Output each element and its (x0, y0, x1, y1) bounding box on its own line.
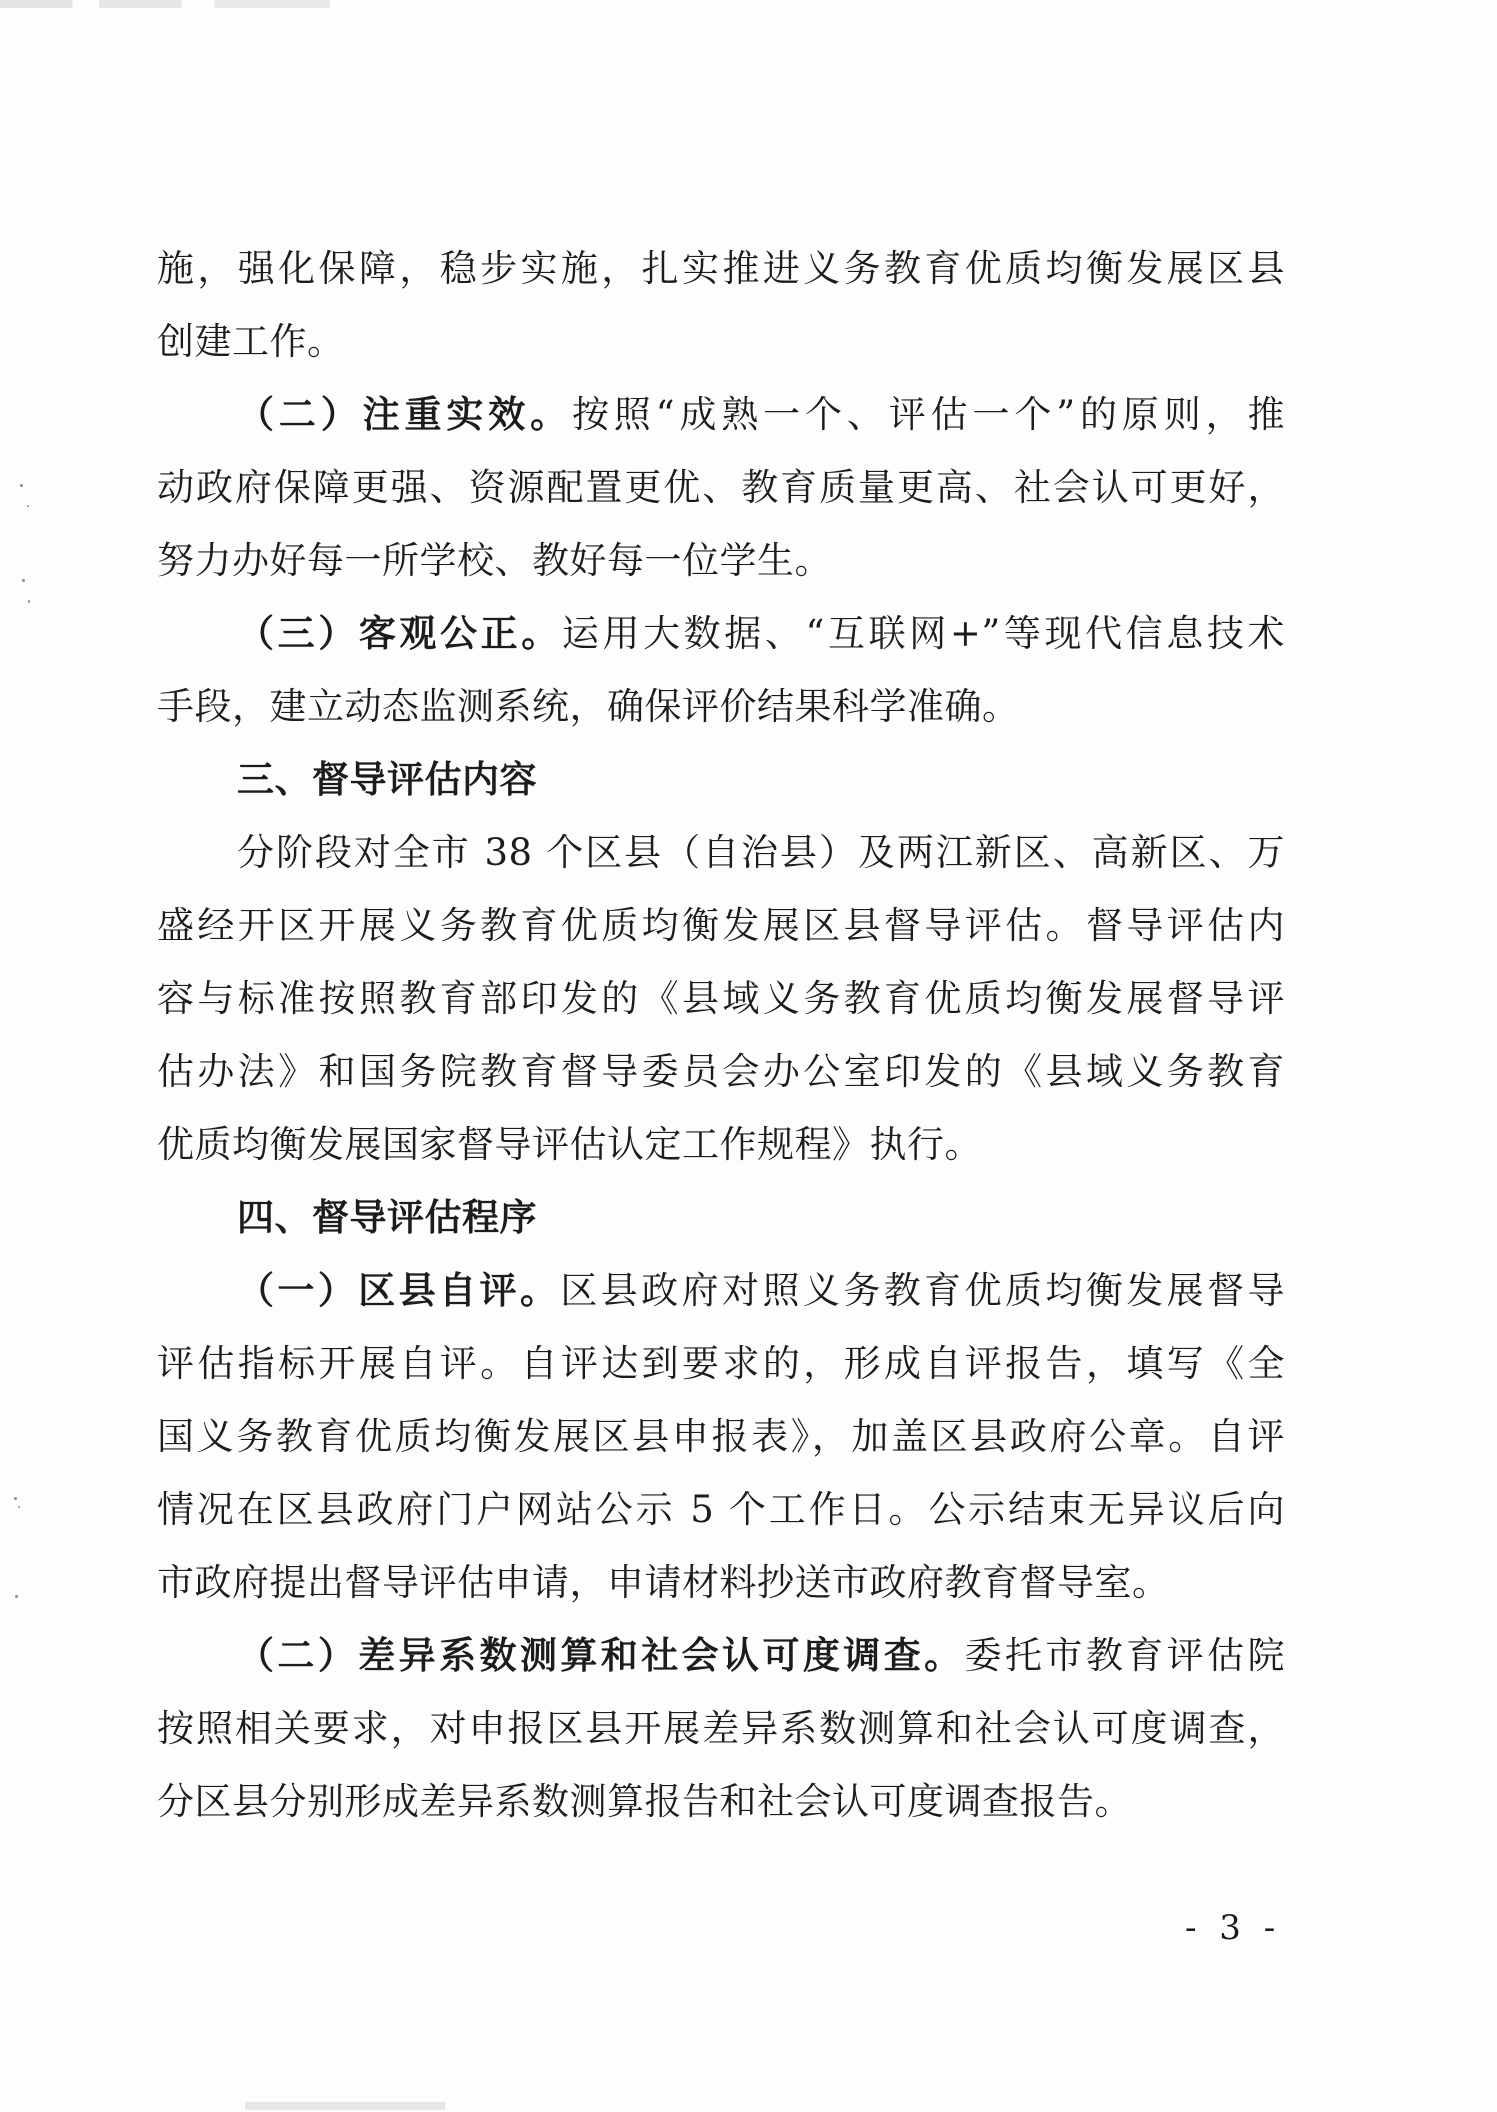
paragraph-line-item-3 (157, 597, 1285, 670)
page-number: - 3 - (1185, 1908, 1282, 1948)
scan-speck (15, 1595, 18, 1598)
paragraph-line: 估办法》和国务院教育督导委员会办公室印发的《县域义务教育 (157, 1050, 1285, 1093)
section-heading-3: 三、督导评估内容 (237, 758, 537, 801)
paragraph-rest: 区县政府对照义务教育优质均衡发展督导 (560, 1269, 1286, 1312)
paragraph-line: 情况在区县政府门户网站公示 5 个工作日。公示结束无异议后向 (157, 1488, 1285, 1531)
paragraph-rest: 运用大数据、“互联网+”等现代信息技术 (561, 612, 1285, 655)
paragraph-line-item-2b (157, 1619, 1285, 1692)
bold-lead: （二）注重实效。 (237, 392, 572, 436)
section-heading-4: 四、督导评估程序 (237, 1196, 537, 1239)
scan-speck (20, 484, 23, 487)
paragraph-line: 优质均衡发展国家督导评估认定工作规程》执行。 (157, 1123, 982, 1166)
paragraph-line-item-1 (157, 1254, 1285, 1327)
paragraph-line: 市政府提出督导评估申请，申请材料抄送市政府教育督导室。 (157, 1561, 1170, 1604)
paragraph-line: 国义务教育优质均衡发展区县申报表》，加盖区县政府公章。自评 (157, 1415, 1285, 1458)
paragraph-line: 评估指标开展自评。自评达到要求的，形成自评报告，填写《全 (157, 1342, 1285, 1385)
bold-lead: （三）客观公正。 (237, 611, 562, 655)
scan-speck (18, 1506, 20, 1508)
paragraph-line: 分阶段对全市 38 个区县（自治县）及两江新区、高新区、万 (237, 831, 1285, 874)
paragraph-line: 盛经开区开展义务教育优质均衡发展区县督导评估。督导评估内 (157, 904, 1285, 947)
paragraph-line: 按照相关要求，对申报区县开展差异系数测算和社会认可度调查， (157, 1707, 1285, 1750)
paragraph-line: 动政府保障更强、资源配置更优、教育质量更高、社会认可更好， (157, 466, 1285, 509)
paragraph-line: 手段，建立动态监测系统，确保评价结果科学准确。 (157, 685, 1020, 728)
scan-edge-trace (245, 2102, 445, 2110)
paragraph-line: 创建工作。 (157, 320, 345, 363)
paragraph-line: 施，强化保障，稳步实施，扎实推进义务教育优质均衡发展区县 (157, 247, 1285, 290)
scan-speck (28, 600, 30, 603)
bold-lead: （一）区县自评。 (237, 1268, 561, 1312)
scan-speck (14, 1497, 17, 1500)
bold-lead: （二）差异系数测算和社会认可度调查。 (237, 1633, 965, 1677)
scan-edge-trace (0, 0, 330, 8)
paragraph-rest: 委托市教育评估院 (964, 1634, 1286, 1677)
document-body (157, 232, 1285, 1838)
paragraph-line: 分区县分别形成差异系数测算报告和社会认可度调查报告。 (157, 1780, 1132, 1823)
paragraph-line: 容与标准按照教育部印发的《县域义务教育优质均衡发展督导评 (157, 977, 1285, 1020)
paragraph-line-item-2 (157, 378, 1285, 451)
paragraph-line: 努力办好每一所学校、教好每一位学生。 (157, 539, 832, 582)
scan-speck (27, 505, 29, 507)
paragraph-rest: 按照“成熟一个、评估一个”的原则，推 (571, 393, 1285, 436)
scan-speck (22, 579, 25, 582)
